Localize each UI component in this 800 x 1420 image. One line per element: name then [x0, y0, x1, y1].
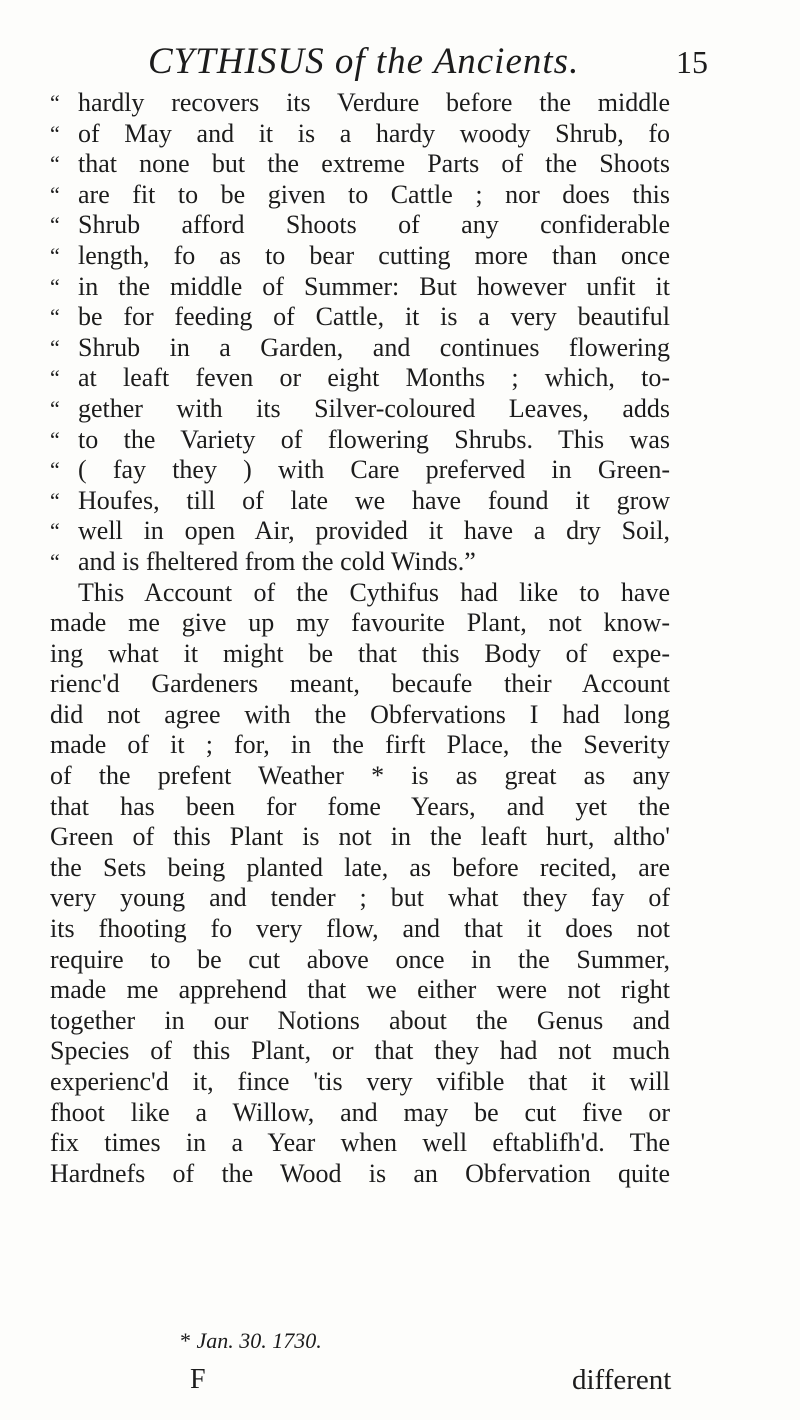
quote-mark: “ [50, 151, 60, 177]
paragraph-line: that has been for fome Years, and yet the [50, 791, 670, 821]
paragraph-line: made me give up my favourite Plant, not know- [50, 608, 670, 638]
quote-line: “ to the Variety of flowering Shrubs. This was [50, 424, 670, 454]
paragraph-line: This Account of the Cythifus had like to have [78, 577, 670, 607]
quote-mark: “ [50, 395, 60, 421]
quote-mark: “ [50, 242, 60, 268]
paragraph-line: its fhooting fo very flow, and that it does not [50, 914, 670, 944]
quote-line: “ of May and it is a hardy woody Shrub, fo [50, 118, 670, 148]
paragraph-line: together in our Notions about the Genus and [50, 1005, 670, 1035]
quote-mark: “ [50, 90, 60, 115]
paragraph-line: the Sets being planted late, as before recited, are [50, 852, 670, 882]
quote-mark: “ [50, 487, 60, 513]
quote-line: “ well in open Air, provided it have a dry Soil, [50, 516, 670, 546]
quote-mark: “ [50, 334, 60, 360]
page-number: 15 [676, 44, 708, 80]
quote-line: “ Shrub afford Shoots of any confiderable [50, 210, 670, 240]
footnote-date: Jan. 30. 1730. [196, 1328, 322, 1353]
quote-mark: “ [50, 212, 60, 238]
paragraph-line: Species of this Plant, or that they had not much [50, 1036, 670, 1066]
quote-mark: “ [50, 120, 60, 146]
paragraph-line: made of it ; for, in the firft Place, the Severity [50, 730, 670, 760]
quote-mark: “ [50, 304, 60, 330]
quote-line: “ in the middle of Summer: But however unfit it [50, 271, 670, 301]
footnote-marker: * [180, 1328, 191, 1353]
quote-line: “ at leaft feven or eight Months ; which, to- [50, 363, 670, 393]
running-title: CYTHISUS of the Ancients. [148, 41, 580, 82]
paragraph-line: ing what it might be that this Body of expe- [50, 638, 670, 668]
paragraph-line: rienc'd Gardeners meant, becaufe their Account [50, 669, 670, 699]
quoted-passage [50, 88, 670, 578]
quote-mark: “ [50, 181, 60, 207]
paragraph-line: made me apprehend that we either were not right [50, 975, 670, 1005]
paragraph-line: Green of this Plant is not in the leaft hurt, altho' [50, 822, 670, 852]
paragraph-line: experienc'd it, fince 'tis very vifible that it will [50, 1067, 670, 1096]
quote-line: “ that none but the extreme Parts of the Shoots [50, 149, 670, 179]
body-paragraph [50, 578, 670, 1190]
quote-mark: “ [50, 457, 60, 483]
quote-mark: “ [50, 518, 60, 544]
quote-line: “ Houfes, till of late we have found it grow [50, 485, 670, 515]
quote-line: “ length, fo as to bear cutting more than once [50, 240, 670, 270]
quote-line: “ are fit to be given to Cattle ; nor does this [50, 179, 670, 209]
signature-mark: F [190, 1364, 206, 1395]
paragraph-line: fhoot like a Willow, and may be cut five or [50, 1097, 670, 1127]
paragraph-line: fix times in a Year when well eftablifh'd. The [50, 1128, 670, 1158]
quote-line: “ and is fheltered from the cold Winds.” [50, 546, 476, 576]
quote-mark: “ [50, 548, 60, 574]
paragraph-line: require to be cut above once in the Summer, [50, 944, 670, 974]
catchword: different [572, 1364, 672, 1396]
quote-line: “ Shrub in a Garden, and continues flowering [50, 332, 670, 362]
paragraph-line: did not agree with the Obfervations I had long [50, 699, 670, 729]
body-text [50, 88, 670, 1189]
paragraph-line: of the prefent Weather * is as great as any [50, 761, 670, 791]
quote-mark: “ [50, 365, 60, 391]
running-head [148, 40, 708, 92]
quote-line: “ hardly recovers its Verdure before the middle [50, 88, 670, 117]
quote-line: “ ( fay they ) with Care preferved in Green- [50, 455, 670, 485]
footnote [180, 1328, 322, 1354]
quote-mark: “ [50, 273, 60, 299]
quote-line: “ gether with its Silver-coloured Leaves, adds [50, 393, 670, 423]
paragraph-line: very young and tender ; but what they fay of [50, 883, 670, 913]
quote-line: “ be for feeding of Cattle, it is a very beautiful [50, 302, 670, 332]
paragraph-line: Hardnefs of the Wood is an Obfervation quite [50, 1158, 670, 1188]
quote-mark: “ [50, 426, 60, 452]
